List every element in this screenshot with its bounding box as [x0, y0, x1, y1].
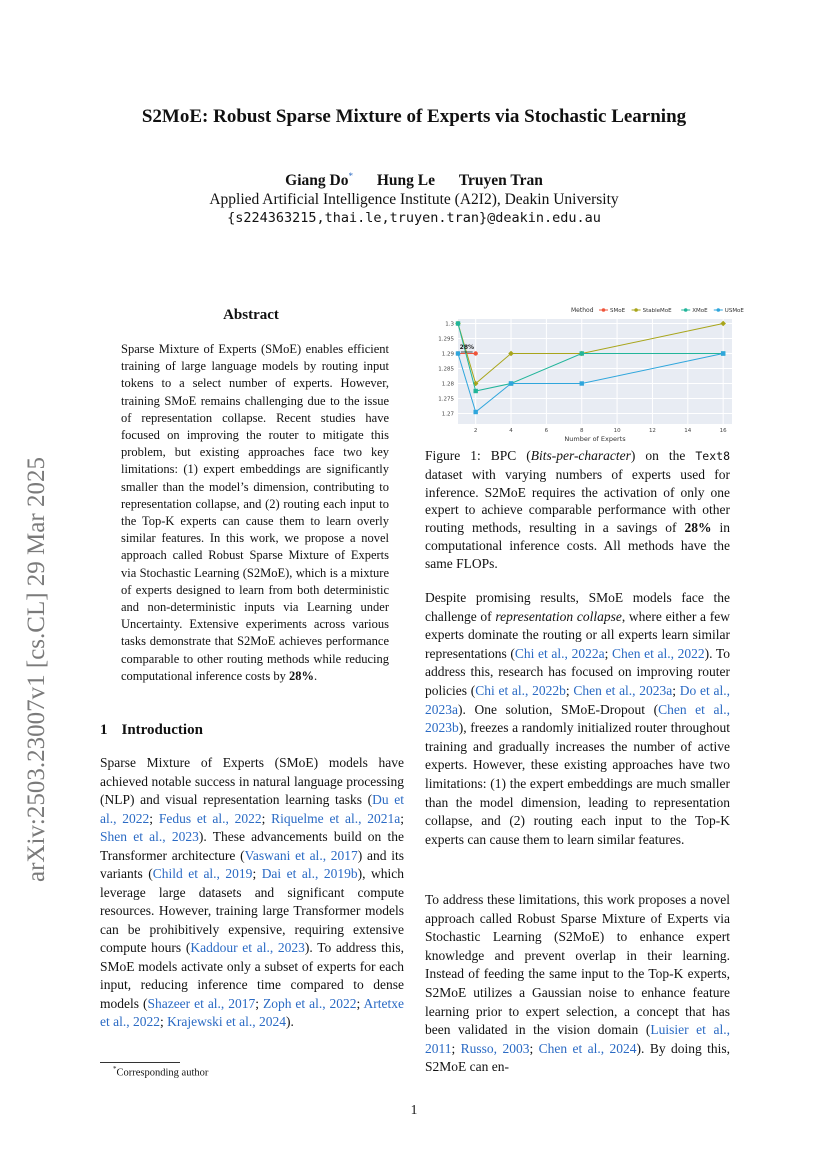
citation-link[interactable]: Chen et al., 2022 — [611, 645, 705, 661]
data-point — [580, 351, 584, 355]
data-point — [473, 389, 477, 393]
legend-entry: StableMoE — [642, 308, 672, 314]
abstract-text: Sparse Mixture of Experts (SMoE) enables efficient training of large language models by routing input tokens to a select number of experts. However, training SMoE remains challenging due to the issue of representation collapse. Recent studies have focused on improving the router to mitigate this problem, but existing approaches face two key limitations: (1) expert embeddings are significantly smaller than the model’s dimension, contributing to representation collapse, and (2) routing each input to the Top-K experts can cause them to learn overly similar features. In this work, we propose a novel approach called Robust Sparse Mixture of Experts via Stochastic Learning (S2MoE), which is a mixture of experts designed to learn from both deterministic and non-deterministic inputs via Learning under Uncertainty. Extensive experiments across various tasks demonstrate that S2MoE achieves performance comparable to other routing methods while reducing computational inference costs by 28%. — [121, 342, 389, 683]
footnote-rule — [100, 1062, 180, 1063]
citation-link[interactable]: Chi et al., 2022b — [475, 682, 566, 698]
citation-link[interactable]: Chi et al., 2022a — [514, 645, 605, 661]
emphasis-bold: 28% — [684, 520, 712, 536]
footnote — [113, 1065, 208, 1079]
x-tick-label: 12 — [648, 428, 656, 434]
citation-link[interactable]: Child et al., 2019 — [152, 866, 253, 881]
email-list: {s224363215,thai.le,truyen.tran}@deakin.edu.au — [227, 210, 601, 226]
y-tick-label: 1.275 — [438, 396, 454, 403]
legend-marker — [684, 308, 688, 312]
y-tick-label: 1.27 — [441, 411, 454, 418]
citation-link[interactable]: Krajewski et al., 2024 — [167, 1014, 286, 1029]
y-tick-label: 1.295 — [438, 336, 454, 343]
citation-link[interactable]: Artetxe et al., 2022 — [100, 995, 404, 1029]
legend-entry: USMoE — [724, 308, 744, 314]
legend-marker — [602, 308, 606, 312]
data-point — [721, 351, 725, 355]
section-title: Introduction — [121, 722, 203, 738]
citation-link[interactable]: Du et al., 2022 — [100, 792, 404, 826]
annotation-label: 28% — [459, 344, 475, 351]
citation-link[interactable]: Kaddour et al., 2023 — [190, 940, 305, 955]
x-tick-label: 8 — [579, 428, 584, 434]
citation-link[interactable]: Shazeer et al., 2017 — [147, 995, 256, 1011]
plot-area — [458, 319, 732, 424]
data-point — [456, 321, 460, 325]
section-heading — [100, 722, 203, 739]
legend-title: Method — [571, 307, 594, 314]
legend-entry: SMoE — [610, 308, 626, 314]
author-name: Truyen Tran — [458, 172, 543, 190]
emphasis-bold: 28% — [289, 668, 314, 683]
section-number: 1 — [100, 722, 108, 738]
y-tick-label: 1.285 — [438, 366, 454, 373]
citation-link[interactable]: Russo, 2003 — [460, 1040, 530, 1056]
y-tick-label: 1.29 — [441, 351, 454, 358]
citation-link[interactable]: Dai et al., 2019b — [261, 866, 358, 881]
abstract-heading: Abstract — [223, 307, 279, 323]
citation-link[interactable]: Chen et al., 2023b — [425, 701, 730, 736]
affiliation: Applied Artificial Intelligence Institute (A2I2), Deakin University — [209, 191, 619, 208]
author-name: Giang Do* — [285, 171, 353, 190]
body-paragraph: Despite promising results, SMoE models face the challenge of representation collapse, where either a few experts dominate the routing or all experts learn similar representations (Chi et al., 2022a; Chen et al., 2022). To address this, research has focused on improving router policies (Chi et al., 2022b; Chen et al., 2023a; Do et al., 2023a). One solution, SMoE-Dropout (Chen et al., 2023b), freezes a randomly initialized router throughout training and gradually increases the number of active experts. However, these existing approaches have two limitations: (1) the expert embeddings are much smaller than the model dimension, leading to representation collapse, and (2) routing each input to the Top-K experts can cause them to learn similar features. — [425, 590, 730, 847]
citation-link[interactable]: Luisier et al., 2011 — [425, 1022, 730, 1056]
x-tick-label: 16 — [719, 428, 727, 434]
citation-link[interactable]: Vaswani et al., 2017 — [244, 847, 358, 863]
citation-link[interactable]: Shen et al., 2023 — [100, 829, 199, 844]
footnote-mark: * — [113, 1065, 117, 1073]
dataset-name: Text8 — [695, 449, 730, 463]
author-list — [0, 171, 828, 190]
x-tick-label: 6 — [544, 428, 549, 434]
x-axis-label: Number of Experts — [564, 435, 626, 443]
legend-entry: XMoE — [692, 308, 708, 314]
introduction-paragraph: Sparse Mixture of Experts (SMoE) models have achieved notable success in natural language processing (NLP) and visual representation learning tasks (Du et al., 2022; Fedus et al., 2022; Riquelme et al., 2021a; Shen et al., 2023). These advancements build on the Transformer architecture (Vaswani et al., 2017) and its variants (Child et al., 2019; Dai et al., 2019b), which leverage large datasets and significant compute resources. However, training large Transformer models can be prohibitively expensive, requiring extensive compute hours (Kaddour et al., 2023). To address this, SMoE models activate only a subset of experts for each input, reducing inference time compared to dense models (Shazeer et al., 2017; Zoph et al., 2022; Artetxe et al., 2022; Krajewski et al., 2024). — [100, 755, 404, 1029]
legend-marker — [717, 308, 721, 312]
x-tick-label: 4 — [509, 428, 513, 434]
figure-caption: Figure 1: BPC (Bits-per-character) on the Text8 dataset with varying numbers of experts used for inference. S2MoE requires the activation of only one expert to achieve comparable performance with other routing methods, resulting in a savings of 28% in computational inference costs. All methods have the same FLOPs. — [425, 448, 730, 571]
data-point — [580, 381, 584, 385]
emphasis-italic: Bits-per-character — [530, 448, 631, 463]
arxiv-identifier: arXiv:2503.23007v1 [cs.CL] 29 Mar 2025 — [23, 457, 50, 882]
citation-link[interactable]: Do et al., 2023a — [425, 682, 730, 717]
data-point — [456, 351, 460, 355]
citation-link[interactable]: Riquelme et al., 2021a — [271, 810, 401, 826]
body-paragraph: To address these limitations, this work proposes a novel approach called Robust Sparse Mixture of Experts via Stochastic Learning (S2MoE) to enhance expert knowledge and prevent overlap in their learning. Instead of feeding the same input to the Top-K experts, S2MoE utilizes a Gaussian noise to enhance feature learning prior to expert selection, a concept that has been validated in the vision domain (Luisier et al., 2011; Russo, 2003; Chen et al., 2024). By doing this, S2MoE can en- — [425, 892, 730, 1075]
data-point — [509, 381, 513, 385]
citation-link[interactable]: Chen et al., 2024 — [538, 1040, 637, 1056]
data-point — [473, 351, 477, 355]
emphasis-italic: representation collapse — [495, 608, 622, 624]
legend-marker — [634, 308, 638, 312]
x-tick-label: 10 — [613, 428, 621, 434]
citation-link[interactable]: Fedus et al., 2022 — [158, 810, 262, 826]
citation-link[interactable]: Zoph et al., 2022 — [262, 995, 357, 1011]
paper-title: S2MoE: Robust Sparse Mixture of Experts via Stochastic Learning — [141, 106, 687, 127]
bpc-line-chart — [420, 300, 744, 446]
footnote-text: Corresponding author — [116, 1067, 209, 1079]
x-tick-label: 14 — [684, 428, 692, 434]
y-tick-label: 1.3 — [445, 321, 454, 328]
author-name: Hung Le — [376, 172, 435, 190]
data-point — [473, 410, 477, 414]
citation-link[interactable]: Chen et al., 2023a — [573, 682, 673, 698]
page-number: 1 — [410, 1102, 418, 1117]
author-mark: * — [348, 171, 353, 181]
x-tick-label: 2 — [473, 428, 478, 434]
y-tick-label: 1.28 — [441, 381, 454, 388]
